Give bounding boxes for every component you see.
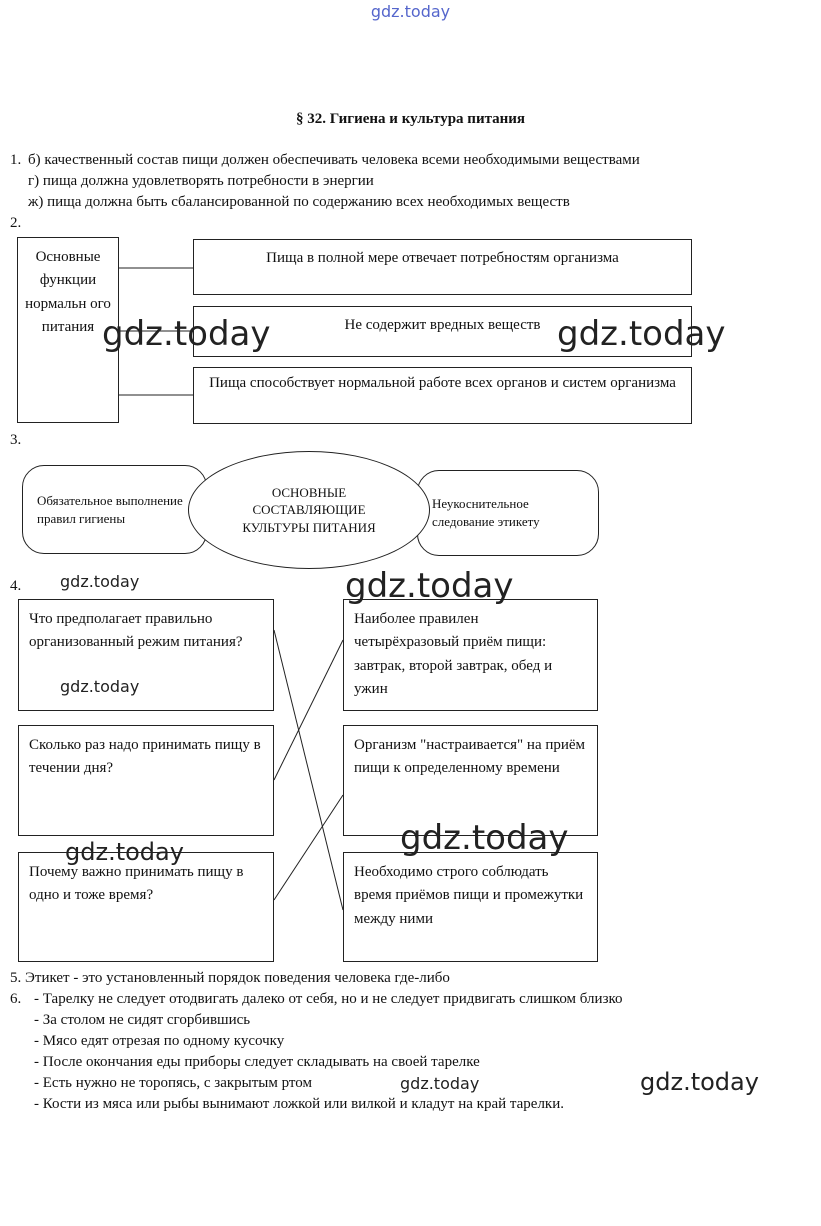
- task4-connector-q2-a1: [274, 640, 343, 780]
- task4-question-3-text: Почему важно принимать пищу в одно и тоже время?: [29, 864, 244, 904]
- task4-answer-1-text: Наиболее правилен четырёхразовый приём пищи: завтрак, второй завтрак, обед и ужин: [354, 611, 553, 697]
- watermark: gdz.today: [557, 314, 726, 354]
- task1-line-3: ж) пища должна быть сбалансированной по содержанию всех необходимых веществ: [28, 194, 570, 210]
- watermark: gdz.today: [400, 1074, 480, 1093]
- watermark: gdz.today: [102, 314, 271, 354]
- task2-main-text: Основные функции нормальн ого питания: [25, 249, 111, 335]
- task1-line-2: г) пища должна удовлетворять потребности в энергии: [28, 173, 374, 189]
- watermark: gdz.today: [400, 818, 569, 858]
- task6-line-3: - Мясо едят отрезая по одному кусочку: [34, 1033, 285, 1049]
- task2-number: 2.: [10, 215, 22, 231]
- task3-left-text: Обязательное выполнение правил гигиены: [37, 492, 183, 526]
- task3-number: 3.: [10, 432, 22, 448]
- watermark: gdz.today: [640, 1068, 759, 1096]
- task4-number: 4.: [10, 578, 22, 594]
- task4-connector-q3-a2: [274, 795, 343, 900]
- task6-line-1: - Тарелку не следует отодвигать далеко от себя, но и не следует придвигать слишком близко: [34, 991, 623, 1007]
- task6-line-6: - Кости из мяса или рыбы вынимают ложкой или вилкой и кладут на край тарелки.: [34, 1096, 564, 1112]
- watermark-top: gdz.today: [370, 2, 451, 21]
- task6-line-5: - Есть нужно не торопясь, с закрытым ртом: [34, 1075, 312, 1091]
- task5-line: 5. Этикет - это установленный порядок поведения человека где-либо: [10, 970, 450, 986]
- task4-question-1-text: Что предполагает правильно организованный режим питания?: [29, 611, 243, 651]
- task3-center-text: ОСНОВНЫЕ СОСТАВЛЯЮЩИЕ КУЛЬТУРЫ ПИТАНИЯ: [242, 484, 376, 535]
- task3-right-text: Неукоснительное следование этикету: [432, 496, 540, 529]
- page-title: § 32. Гигиена и культура питания: [295, 111, 526, 127]
- watermark: gdz.today: [60, 572, 140, 591]
- watermark: gdz.today: [345, 566, 514, 606]
- task4-answer-3-text: Необходимо строго соблюдать время приёмов пищи и промежутки между ними: [354, 864, 584, 927]
- task4-answer-2-text: Организм "настраивается" на приём пищи к определенному времени: [354, 737, 586, 777]
- task2-item-2-text: Не содержит вредных веществ: [344, 317, 541, 333]
- task6-line-2: - За столом не сидят сгорбившись: [34, 1012, 251, 1028]
- task1-line-1: б) качественный состав пищи должен обеспечивать человека всеми необходимыми веществами: [28, 152, 640, 168]
- watermark: gdz.today: [60, 677, 140, 696]
- task4-connector-q1-a3: [274, 630, 343, 910]
- task6-number: 6.: [10, 991, 22, 1007]
- task1-number: 1.: [10, 152, 22, 168]
- task2-item-1-text: Пища в полной мере отвечает потребностям организма: [266, 250, 619, 266]
- task6-line-4: - После окончания еды приборы следует складывать на своей тарелке: [34, 1054, 480, 1070]
- task2-item-3-text: Пища способствует нормальной работе всех органов и систем организма: [209, 375, 676, 391]
- task4-question-2-text: Сколько раз надо принимать пищу в течении дня?: [29, 737, 261, 777]
- watermark: gdz.today: [65, 838, 184, 866]
